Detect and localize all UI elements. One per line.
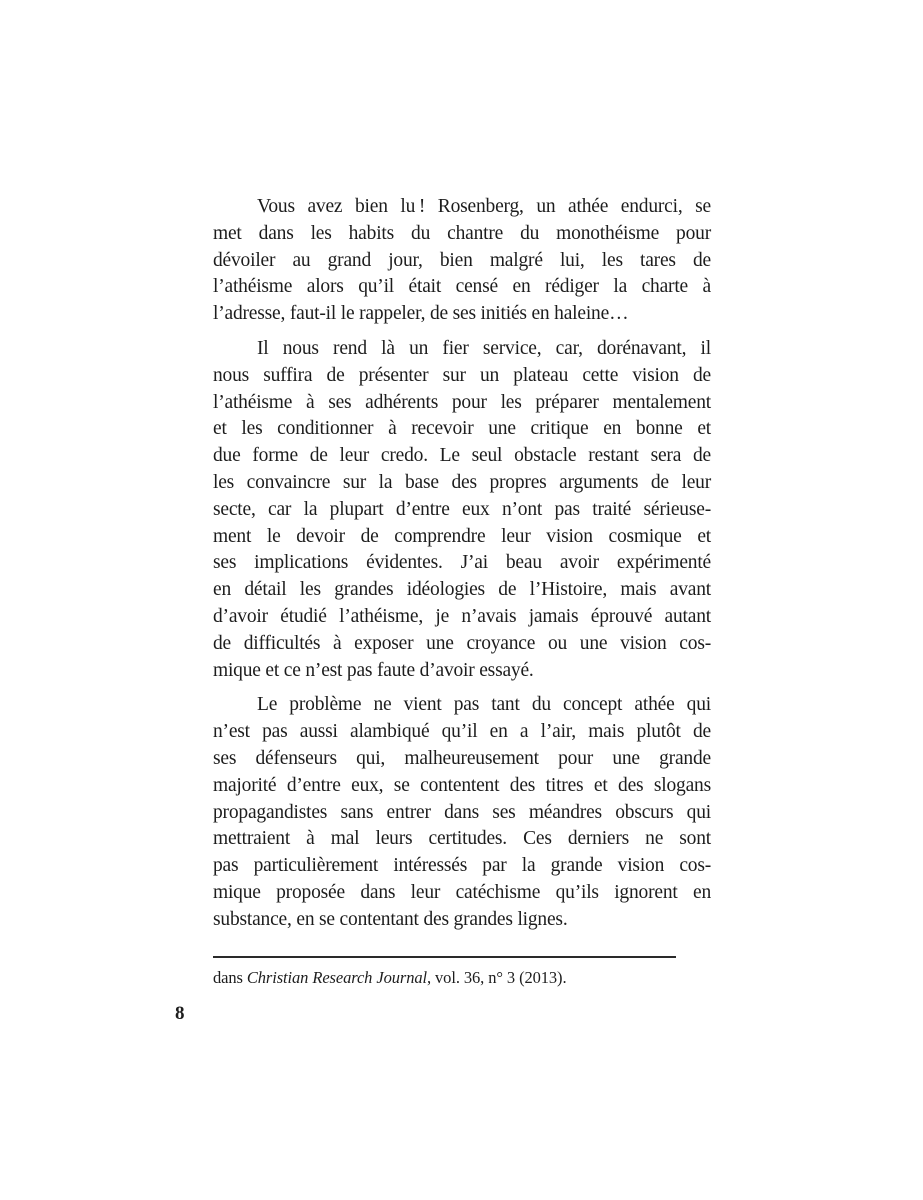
page-number: 8 [175, 1003, 185, 1024]
text-line: Le problème ne vient pas tant du concept athée qui [257, 694, 711, 716]
text-line: propagandistes sans entrer dans ses méandres obscurs qui [213, 801, 711, 823]
footnote-suffix: , vol. 36, n° 3 (2013). [426, 968, 567, 987]
text-line: ment le devoir de comprendre leur vision cosmique et [213, 525, 711, 547]
text-line: secte, car la plupart d’entre eux n’ont pas traité sérieuse- [213, 498, 711, 520]
text-line: mique proposée dans leur catéchisme qu’ils ignorent en [213, 881, 711, 903]
text-line: et les conditionner à recevoir une critique en bonne et [213, 418, 711, 440]
text-line: majorité d’entre eux, se contentent des titres et des slogans [213, 774, 711, 796]
text-line: ses défenseurs qui, malheureusement pour une grande [213, 747, 711, 769]
text-block [213, 194, 711, 942]
text-line: dévoiler au grand jour, bien malgré lui, les tares de [213, 249, 711, 271]
text-line: d’avoir étudié l’athéisme, je n’avais jamais éprouvé autant [213, 605, 711, 627]
text-line: l’adresse, faut-il le rappeler, de ses initiés en haleine… [213, 303, 629, 325]
text-line: met dans les habits du chantre du monothéisme pour [213, 222, 711, 244]
text-line: ses implications évidentes. J’ai beau avoir expérimenté [213, 552, 711, 574]
text-line: pas particulièrement intéressés par la grande vision cos- [213, 855, 711, 877]
text-line: l’athéisme alors qu’il était censé en rédiger la charte à [213, 276, 711, 298]
footnote-text [213, 967, 683, 989]
text-line: substance, en se contentant des grandes lignes. [213, 908, 568, 930]
text-line: due forme de leur credo. Le seul obstacle restant sera de [213, 445, 711, 467]
text-line: l’athéisme à ses adhérents pour les préparer mentalement [213, 391, 711, 413]
footnote-prefix: dans [213, 968, 247, 987]
footnote [213, 956, 683, 989]
text-line: mique et ce n’est pas faute d’avoir essayé. [213, 659, 534, 681]
footnote-journal-title: Christian Research Journal [246, 968, 427, 987]
text-line: les convaincre sur la base des propres arguments de leur [213, 471, 711, 493]
text-line: Il nous rend là un fier service, car, dorénavant, il [257, 337, 711, 359]
paragraph [213, 194, 711, 328]
text-line: de difficultés à exposer une croyance ou une vision cos- [213, 632, 711, 654]
footnote-divider [213, 956, 676, 958]
text-line: en détail les grandes idéologies de l’Histoire, mais avant [213, 579, 711, 601]
text-line: n’est pas aussi alambiqué qu’il en a l’air, mais plutôt de [213, 721, 711, 743]
text-line: mettraient à mal leurs certitudes. Ces derniers ne sont [213, 828, 711, 850]
paragraph [213, 692, 711, 933]
paragraph [213, 336, 711, 684]
text-line: nous suffira de présenter sur un plateau cette vision de [213, 364, 711, 386]
text-line: Vous avez bien lu ! Rosenberg, un athée endurci, se [257, 196, 711, 217]
